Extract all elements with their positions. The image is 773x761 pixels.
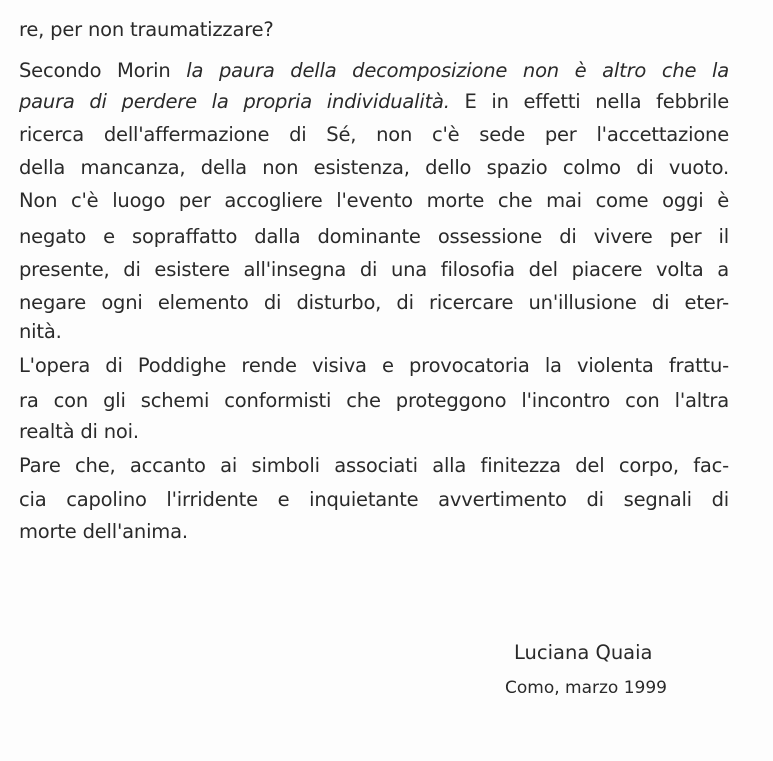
text-segment: Secondo Morin <box>19 59 187 82</box>
text-line <box>19 86 729 118</box>
text-line: re, per non traumatizzare? <box>19 18 274 41</box>
author-signature: Luciana Quaia <box>514 641 653 664</box>
text-line: Non c'è luogo per accogliere l'evento morte che mai come oggi è <box>19 189 729 212</box>
text-line: realtà di noi. <box>19 420 139 443</box>
text-line: Pare che, accanto ai simboli associati alla finitezza del corpo, fac- <box>19 454 729 477</box>
italic-quote: paura di perdere la propria individualità. <box>19 90 450 113</box>
text-line <box>19 55 729 87</box>
place-date: Como, marzo 1999 <box>505 678 667 698</box>
italic-quote: la paura della decomposizione non è altro che la <box>186 59 729 82</box>
text-line: negato e sopraffatto dalla dominante ossessione di vivere per il <box>19 225 729 248</box>
text-line: morte dell'anima. <box>19 520 188 543</box>
text-line: presente, di esistere all'insegna di una filosofia del piacere volta a <box>19 258 729 281</box>
text-line: negare ogni elemento di disturbo, di ricercare un'illusione di eter- <box>19 291 729 314</box>
text-line: nità. <box>19 320 62 343</box>
text-line: ra con gli schemi conformisti che proteggono l'incontro con l'altra <box>19 389 729 412</box>
text-line: ricerca dell'affermazione di Sé, non c'è sede per l'accettazione <box>19 123 729 146</box>
text-line: della mancanza, della non esistenza, dello spazio colmo di vuoto. <box>19 156 729 179</box>
text-line: L'opera di Poddighe rende visiva e provocatoria la violenta frattu- <box>19 354 729 377</box>
text-line: cia capolino l'irridente e inquietante avvertimento di segnali di <box>19 488 729 511</box>
text-segment: E in effetti nella febbrile <box>449 90 729 113</box>
